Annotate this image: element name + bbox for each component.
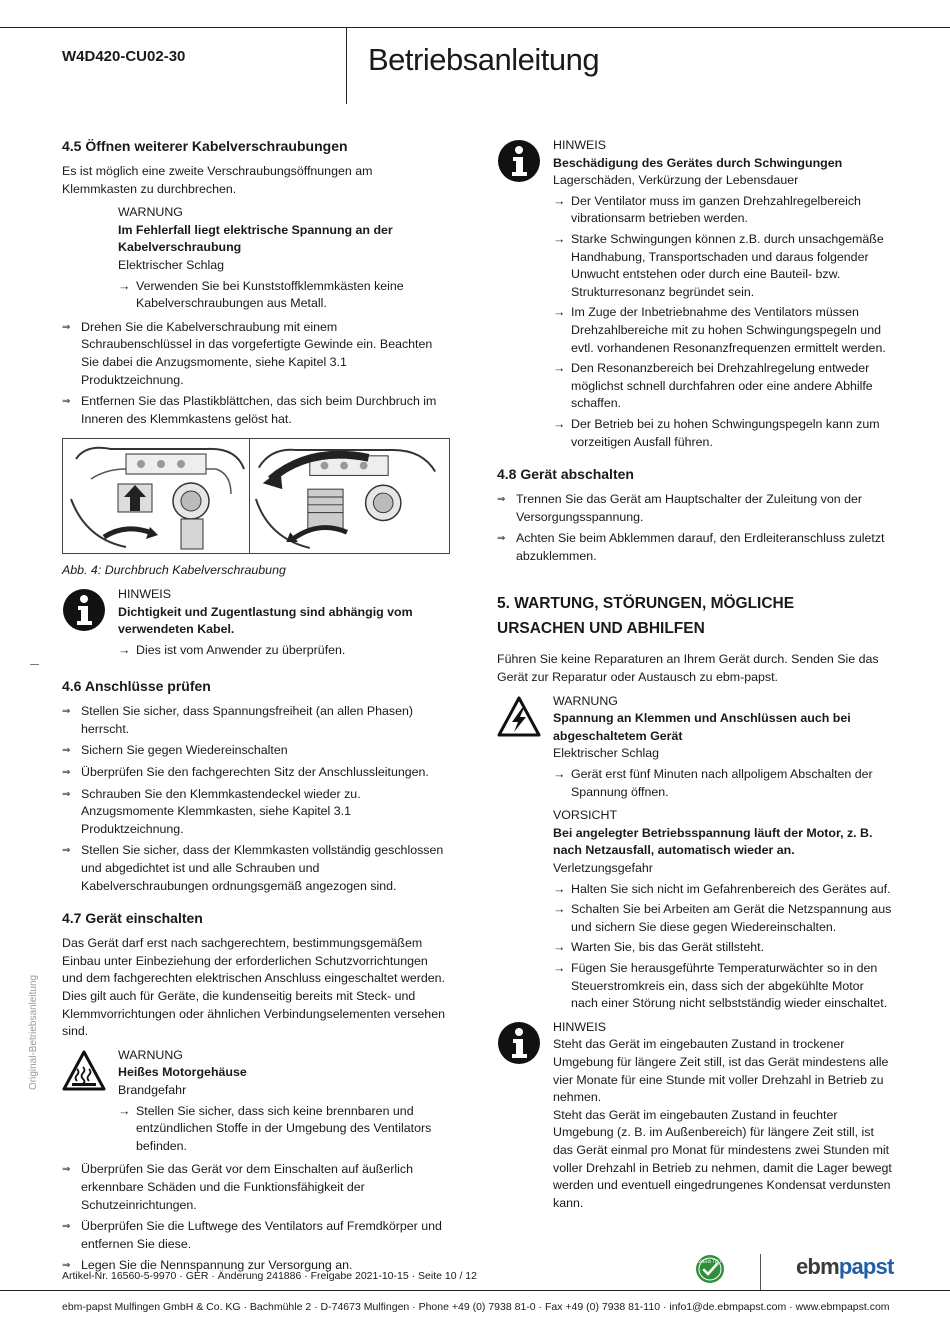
section-4-5-intro: Es ist möglich eine zweite Verschraubungsöffnungen am Klemmkasten zu durchbrechen.: [62, 164, 373, 196]
hint-vibration: [497, 137, 893, 451]
chapter-5-title-line1: 5. WARTUNG, STÖRUNGEN, MÖGLICHE: [497, 595, 795, 613]
hint-label: HINWEIS: [553, 1019, 607, 1034]
step-item: ⇒ Sichern Sie gegen Wiedereinschalten: [62, 742, 448, 760]
margin-mark: [30, 664, 39, 665]
figure-divider: [249, 439, 250, 553]
hot-surface-warning-icon: [62, 1049, 106, 1093]
brand-logo: [796, 1254, 894, 1280]
hint-action: → Der Betrieb bei zu hohen Schwingungspegeln kann zum vorzeitigen Ausfall führen.: [553, 416, 893, 451]
header-divider: [346, 27, 347, 104]
step-item: ⇒ Schrauben Sie den Klemmkastendeckel wieder zu. Anzugsmomente Klemmkasten, siehe Kapitel 3.1 Produktzeichnung.: [62, 786, 448, 839]
warning-hot-housing: [62, 1047, 448, 1156]
warning-label: WARNUNG: [553, 693, 618, 708]
step-item: ⇒ Drehen Sie die Kabelverschraubung mit einem Schraubenschlüssel in das vorgefertigte Gewinde ein. Beachten Sie dabei die Anzugsmomente, siehe Kapitel 3.1 Produktzeichnung.: [62, 319, 448, 389]
chapter-5-intro: Führen Sie keine Reparaturen an Ihrem Gerät durch. Senden Sie das Gerät zur Reparatur oder Austausch zu ebm-papst.: [497, 652, 879, 685]
caution-action: → Warten Sie, bis das Gerät stillsteht.: [553, 939, 893, 957]
caution-heading: Bei angelegter Betriebsspannung läuft der Motor, z. B. nach Netzausfall, automatisch wieder an.: [553, 825, 873, 858]
figure-left-illustration: [63, 439, 255, 553]
hint-text-dry: Steht das Gerät im eingebauten Zustand in trockener Umgebung für längere Zeit still, ist das Gerät mindestens alle vier Monate für eine Stunde mit voller Drehzahl in Betrieb zu nehmen.: [553, 1037, 889, 1105]
warning-consequence: Elektrischer Schlag: [553, 746, 660, 761]
warning-heading: Im Fehlerfall liegt elektrische Spannung an der Kabelverschraubung: [118, 222, 393, 255]
step-item: ⇒ Legen Sie die Nennspannung zur Versorgung an.: [62, 1257, 448, 1275]
header-top-rule: [0, 27, 950, 28]
electric-shock-warning-icon: [497, 695, 541, 739]
greentech-badge-icon: [695, 1254, 725, 1284]
hint-action: → Dies ist vom Anwender zu überprüfen.: [118, 642, 448, 660]
step-item: ⇒ Stellen Sie sicher, dass Spannungsfreiheit (an allen Phasen) herrscht.: [62, 703, 448, 738]
section-4-5-title: 4.5 Öffnen weiterer Kabelverschraubungen: [62, 138, 348, 154]
warning-consequence: Elektrischer Schlag: [118, 257, 225, 272]
hint-consequence: Lagerschäden, Verkürzung der Lebensdauer: [553, 173, 799, 188]
caution-label: VORSICHT: [553, 808, 618, 823]
hint-standstill: [497, 1019, 893, 1213]
step-item: ⇒ Überprüfen Sie den fachgerechten Sitz der Anschlussleitungen.: [62, 764, 448, 782]
caution-restart: [497, 807, 893, 1013]
hint-action: → Im Zuge der Inbetriebnahme des Ventilators müssen Drehzahlbereiche mit zu hohen Schwingungspegeln und evtl. vorhandenen Resonanzfrequenzen ermittelt werden.: [553, 304, 893, 357]
step-item: ⇒ Überprüfen Sie die Luftwege des Ventilators auf Fremdkörper und entfernen Sie diese.: [62, 1218, 448, 1253]
right-column: [497, 137, 893, 1218]
caution-action: → Halten Sie sich nicht im Gefahrenbereich des Gerätes auf.: [553, 881, 893, 899]
hint-action: → Starke Schwingungen können z.B. durch unsachgemäße Handhabung, Transportschaden und daraus folgender Unwucht entstehen oder durch eine Bauteil- bzw. Strukturresonanz begründet sein.: [553, 231, 893, 301]
warning-action: → Gerät erst fünf Minuten nach allpoligem Abschalten der Spannung öffnen.: [553, 766, 893, 801]
section-4-7-intro: Das Gerät darf erst nach sachgerechtem, bestimmungsgemäßem Einbau unter Einbeziehung der erforderlichen Schutzvorrichtungen und dem fachgerechten elektrischen Anschluss eingeschaltet werden. Dies gilt auch für Geräte, die kundenseitig bereits mit Steck- und Klemmvorrichtungen oder ähnlichen Verbindungselementen versehen sind.: [62, 936, 445, 1039]
hint-heading: Dichtigkeit und Zugentlastung sind abhängig vom verwendeten Kabel.: [118, 604, 413, 637]
section-4-7-title: 4.7 Gerät einschalten: [62, 910, 203, 927]
warning-heading: Heißes Motorgehäuse: [118, 1065, 247, 1080]
hint-label: HINWEIS: [118, 586, 172, 601]
warning-voltage: [497, 693, 893, 802]
hint-heading: Beschädigung des Gerätes durch Schwingungen: [553, 155, 843, 170]
logo-divider: [760, 1254, 761, 1290]
hint-sealing: [62, 586, 448, 659]
step-item: ⇒ Achten Sie beim Abklemmen darauf, den Erdleiteranschluss zuletzt abzuklemmen.: [497, 530, 893, 565]
document-title: Betriebsanleitung: [368, 42, 600, 77]
brand-part-2: papst: [838, 1254, 894, 1279]
sidebar-label: Original-Betriebsanleitung: [28, 974, 39, 1090]
greentech-label: GREEN TECH: [697, 1259, 723, 1264]
company-info: ebm-papst Mulfingen GmbH & Co. KG · Bachmühle 2 · D-74673 Mulfingen · Phone +49 (0) 7938 81-0 · Fax +49 (0) 7938 81-110 · info1@de.ebmpapst.com · www.ebmpapst.com: [62, 1301, 890, 1313]
product-code: W4D420-CU02-30: [62, 48, 186, 65]
chapter-5-title: [497, 591, 893, 641]
left-column: [62, 137, 448, 1279]
warning-label: WARNUNG: [118, 205, 183, 220]
section-4-6-title: 4.6 Anschlüsse prüfen: [62, 678, 211, 695]
warning-consequence: Brandgefahr: [118, 1082, 187, 1097]
hint-text-humid: Steht das Gerät im eingebauten Zustand in feuchter Umgebung (z. B. im Außenbereich) für längere Zeit still, ist das Gerät einmal pro Monat für mindestens zwei Stunden mit voller Drehzahl in Betrieb zu nehmen, damit die Lager bewegt werden und eventuell eingedrungenes Kondensat verdunsten kann.: [553, 1107, 892, 1210]
hint-label: HINWEIS: [553, 138, 607, 152]
info-circle-icon: [497, 139, 541, 183]
warning-cable-gland: [62, 204, 448, 313]
article-info: Artikel-Nr. 16560-5-9970 · GER · Änderung 241886 · Freigabe 2021-10-15 · Seite 10 / 12: [62, 1270, 477, 1282]
brand-part-1: ebm: [796, 1254, 839, 1279]
caution-action: → Schalten Sie bei Arbeiten am Gerät die Netzspannung aus und sichern Sie diese gegen Wiedereinschalten.: [553, 901, 893, 936]
warning-label: WARNUNG: [118, 1047, 183, 1062]
footer-rule: [0, 1290, 950, 1291]
warning-action: → Verwenden Sie bei Kunststoffklemmkästen keine Kabelverschraubungen aus Metall.: [118, 278, 448, 313]
step-item: ⇒ Entfernen Sie das Plastikblättchen, das sich beim Durchbruch im Inneren des Klemmkastens gelöst hat.: [62, 393, 448, 428]
hint-action: → Der Ventilator muss im ganzen Drehzahlregelbereich vibrationsarm betrieben werden.: [553, 193, 893, 228]
chapter-5-title-line2: URSACHEN UND ABHILFEN: [497, 620, 705, 638]
warning-heading: Spannung an Klemmen und Anschlüssen auch bei abgeschaltetem Gerät: [553, 711, 851, 743]
warning-action: → Stellen Sie sicher, dass sich keine brennbaren und entzündlichen Stoffe in der Umgebung des Ventilators befinden.: [118, 1103, 448, 1156]
figure-caption: Abb. 4: Durchbruch Kabelverschraubung: [62, 563, 286, 578]
caution-consequence: Verletzungsgefahr: [553, 861, 653, 875]
info-circle-icon: [62, 588, 106, 632]
caution-action: → Fügen Sie herausgeführte Temperaturwächter so in den Steuerstromkreis ein, dass sich der abgekühlte Motor nach einer Störung nicht selbstständig wieder einschaltet.: [553, 960, 893, 1013]
step-item: ⇒ Trennen Sie das Gerät am Hauptschalter der Zuleitung von der Versorgungsspannung.: [497, 491, 893, 526]
figure-cable-gland-breakthrough: [62, 438, 450, 554]
info-circle-icon: [497, 1021, 541, 1065]
figure-right-illustration: [251, 439, 443, 553]
step-item: ⇒ Stellen Sie sicher, dass der Klemmkasten vollständig geschlossen und abgedichtet ist und alle Schrauben und Kabelverschraubungen ordnungsgemäß angezogen sind.: [62, 842, 448, 895]
step-item: ⇒ Überprüfen Sie das Gerät vor dem Einschalten auf äußerlich erkennbare Schäden und die Funktionsfähigkeit der Schutzeinrichtungen.: [62, 1161, 448, 1214]
hint-action: → Den Resonanzbereich bei Drehzahlregelung entweder möglichst schnell durchfahren oder eine andere Abhilfe schaffen.: [553, 360, 893, 413]
section-4-8-title: 4.8 Gerät abschalten: [497, 466, 634, 483]
